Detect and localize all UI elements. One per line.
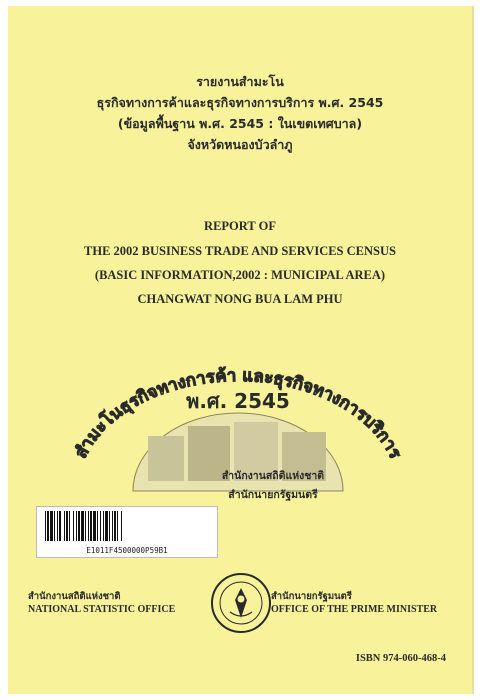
barcode-bar	[45, 511, 46, 541]
barcode-bar	[73, 511, 74, 541]
barcode-bar	[85, 511, 86, 541]
barcode-bar	[76, 511, 77, 541]
logo-arc-text: สำมะโนธุรกิจทางการค้า และธุรกิจทางการบริการ	[71, 365, 405, 462]
english-title-line-1: REPORT OF	[204, 219, 276, 233]
org-right-thai: สำนักนายกรัฐมนตรี	[271, 591, 352, 602]
english-title-line-3: (BASIC INFORMATION,2002 : MUNICIPAL AREA)	[94, 268, 386, 282]
barcode-bar	[90, 511, 92, 541]
report-cover	[8, 6, 472, 694]
logo-agency-line-1: สำนักงานสถิติแห่งชาติ	[221, 470, 325, 482]
barcode-number: E1011F4500000P59B1	[86, 546, 168, 555]
english-title-line-4: CHANGWAT NONG BUA LAM PHU	[137, 292, 343, 306]
logo-year: พ.ศ. 2545	[186, 389, 290, 413]
barcode-bar	[66, 511, 68, 541]
barcode-bar	[103, 511, 104, 541]
barcode-graphic	[41, 511, 213, 541]
logo-agency-line-2: สำนักนายกรัฐมนตรี	[228, 489, 318, 501]
barcode-bar	[121, 511, 122, 541]
barcode-bar	[59, 511, 61, 541]
thai-title-line-3: (ข้อมูลพื้นฐาน พ.ศ. 2545 : ในเขตเทศบาล)	[117, 116, 363, 131]
thai-title-line-4: จังหวัดหนองบัวลำภู	[187, 137, 293, 152]
barcode-bar	[78, 511, 80, 541]
barcode-bar	[97, 511, 98, 541]
census-logo	[38, 356, 438, 506]
government-seal-icon	[210, 572, 272, 634]
org-right-english: OFFICE OF THE PRIME MINISTER	[271, 604, 438, 615]
thai-title-line-1: รายงานสำมะโน	[196, 74, 284, 89]
barcode-bar	[93, 511, 96, 541]
page-edge	[472, 6, 474, 694]
isbn: ISBN 974-060-468-4	[355, 653, 446, 664]
barcode-bar	[81, 511, 84, 541]
english-title-line-2: THE 2002 BUSINESS TRADE AND SERVICES CENSUS	[84, 244, 396, 258]
photo-tile-1	[148, 436, 184, 481]
barcode-bar	[100, 511, 101, 541]
barcode-bar	[47, 511, 49, 541]
barcode-bar	[64, 511, 65, 541]
org-left-english: NATIONAL STATISTIC OFFICE	[28, 604, 176, 615]
org-left-thai: สำนักงานสถิติแห่งชาติ	[28, 591, 121, 602]
barcode-bar	[69, 511, 70, 541]
thai-title-line-2: ธุรกิจทางการค้าและธุรกิจทางการบริการ พ.ศ. 2545	[96, 95, 384, 110]
barcode-bar	[117, 511, 118, 541]
barcode-label	[36, 506, 218, 558]
barcode-bar	[114, 511, 116, 541]
barcode-bar	[109, 511, 110, 541]
barcode-bar	[88, 511, 89, 541]
barcode-bar	[57, 511, 58, 541]
barcode-bar	[54, 511, 55, 541]
barcode-bar	[50, 511, 53, 541]
barcode-bar	[112, 511, 113, 541]
barcode-bar	[105, 511, 108, 541]
